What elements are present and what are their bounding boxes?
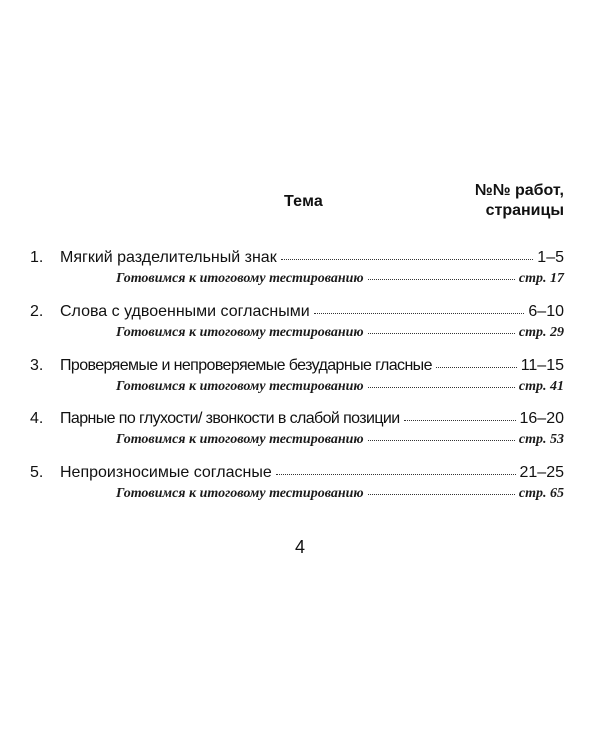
entry-number: 1. <box>30 249 44 266</box>
entry-main-row <box>30 247 564 269</box>
entry-work-range: 16–20 <box>519 410 564 427</box>
entry-work-range: 1–5 <box>537 249 564 266</box>
dot-leader <box>368 332 515 334</box>
entry-test-title: Готовимся к итоговому тестированию <box>116 379 364 394</box>
entry-number: 5. <box>30 464 44 481</box>
entry-main-row <box>30 462 564 484</box>
dot-leader <box>314 312 525 314</box>
dot-leader <box>436 366 517 368</box>
entry-test-page: стр. 53 <box>518 432 564 447</box>
entry-work-range: 6–10 <box>528 303 564 320</box>
entry-title: Слова с удвоенными согласными <box>60 303 310 320</box>
entry-test-page: стр. 29 <box>518 325 564 340</box>
entry-test-page: стр. 65 <box>518 486 564 501</box>
entry-main-row <box>30 408 564 430</box>
entry-main-row <box>30 355 564 377</box>
dot-leader <box>368 439 515 441</box>
dot-leader <box>368 278 515 280</box>
column-header-works-line2: страницы <box>485 202 564 219</box>
entry-main-row <box>30 301 564 323</box>
contents-entry-3 <box>30 355 564 397</box>
entry-work-range: 21–25 <box>519 464 564 481</box>
column-header-topic: Тема <box>284 193 323 210</box>
entry-test-row <box>30 269 564 288</box>
entry-test-page: стр. 17 <box>518 271 564 286</box>
entry-number: 3. <box>30 357 44 374</box>
entry-title: Парные по глухости/ звонкости в слабой позиции <box>60 410 400 427</box>
entry-test-title: Готовимся к итоговому тестированию <box>116 271 364 286</box>
entry-work-range: 11–15 <box>520 357 564 374</box>
entry-test-row <box>30 430 564 449</box>
dot-leader <box>276 473 516 475</box>
dot-leader <box>404 419 516 421</box>
contents-entry-5 <box>30 462 564 504</box>
entry-number: 4. <box>30 410 44 427</box>
entry-test-row <box>30 377 564 396</box>
page-number: 4 <box>294 537 305 557</box>
entry-test-row <box>30 484 564 503</box>
dot-leader <box>368 386 515 388</box>
column-header-works <box>475 181 564 221</box>
entry-number: 2. <box>30 303 44 320</box>
contents-entry-4 <box>30 408 564 450</box>
entry-title: Проверяемые и непроверяемые безударные гласные <box>60 357 432 374</box>
entry-title: Непроизносимые согласные <box>60 464 272 481</box>
entry-test-title: Готовимся к итоговому тестированию <box>116 432 364 447</box>
column-header-works-line1: №№ работ, <box>474 182 564 199</box>
entry-test-row <box>30 323 564 342</box>
entry-test-page: стр. 41 <box>518 379 564 394</box>
entry-test-title: Готовимся к итоговому тестированию <box>116 486 364 501</box>
dot-leader <box>281 258 534 260</box>
contents-entry-2 <box>30 301 564 343</box>
dot-leader <box>368 493 515 495</box>
entry-test-title: Готовимся к итоговому тестированию <box>116 325 364 340</box>
entry-title: Мягкий разделительный знак <box>60 249 277 266</box>
contents-entry-1 <box>30 247 564 289</box>
